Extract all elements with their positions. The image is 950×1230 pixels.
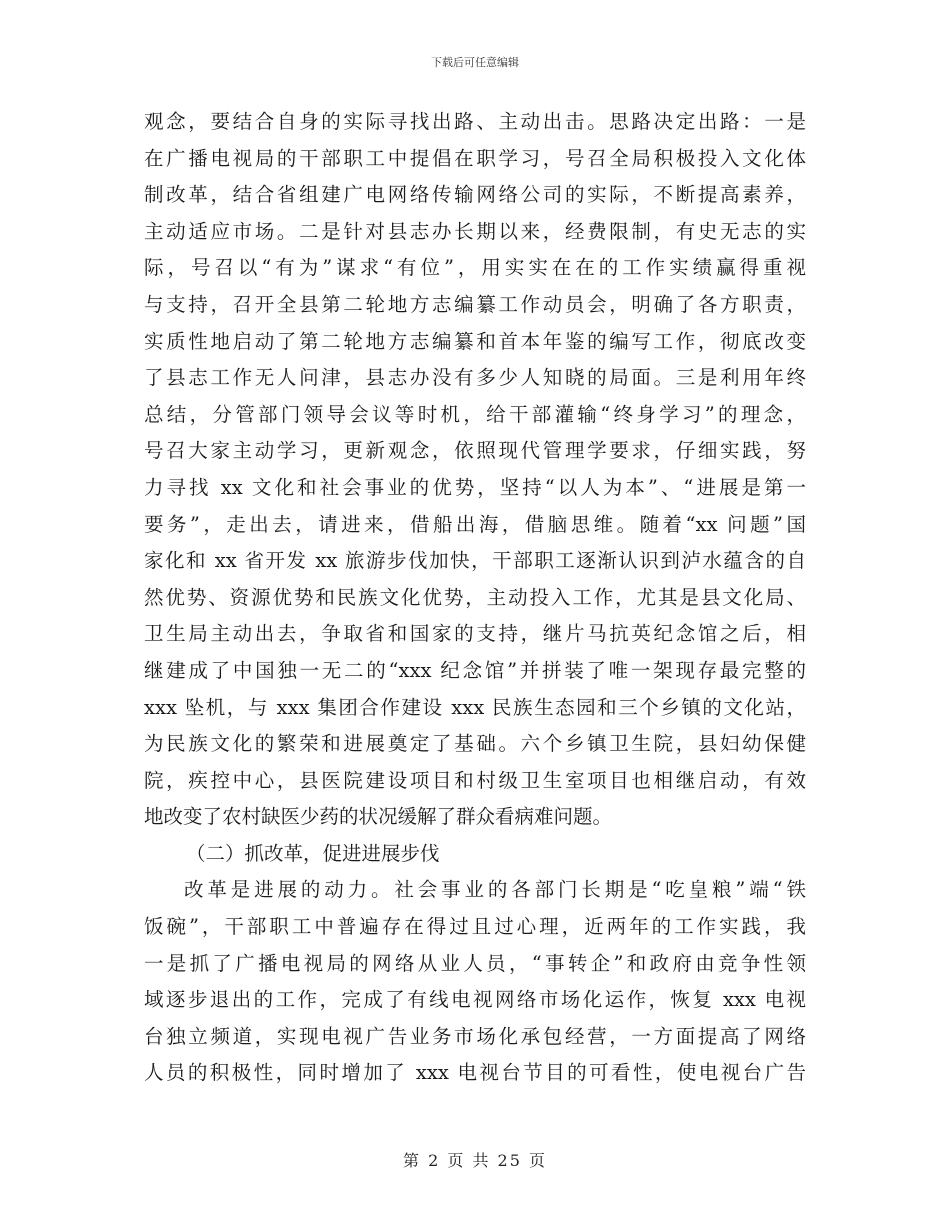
text-line: 观念，要结合自身的实际寻找出路、主动出击。思路决定出路：一是: [144, 110, 806, 133]
document-body: [144, 104, 806, 1092]
paragraph-1: [144, 104, 806, 836]
text-line: 改革是进展的动力。社会事业的各部门长期是“吃皇粮”端“铁: [184, 878, 806, 902]
text-line: 力寻找 xx 文化和社会事业的优势，坚持“以人为本”、“进展是第一: [144, 475, 806, 499]
text-line: 家化和 xx 省开发 xx 旅游步伐加快，干部职工逐渐认识到泸水蕴含的自: [144, 549, 806, 573]
text-line: 实质性地启动了第二轮地方志编纂和首本年鉴的编写工作，彻底改变: [144, 329, 806, 353]
text-line: 人员的积极性，同时增加了 xxx 电视台节目的可看性，使电视台广告: [144, 1061, 806, 1085]
text-line: 总结，分管部门领导会议等时机，给干部灌输“终身学习”的理念，: [144, 402, 806, 426]
text-line: 台独立频道，实现电视广告业务市场化承包经营，一方面提高了网络: [144, 1024, 806, 1048]
page-header: 下载后可任意编辑: [431, 56, 519, 69]
page-number-footer: 第 2 页 共 25 页: [403, 1151, 547, 1170]
section-heading: （二）抓改革，促进进展步伐: [186, 841, 440, 865]
text-line: 然优势、资源优势和民族文化优势，主动投入工作，尤其是县文化局、: [144, 585, 806, 609]
text-line: 一是抓了广播电视局的网络从业人员，“事转企”和政府由竞争性领: [144, 951, 806, 975]
text-line: xxx 坠机，与 xxx 集团合作建设 xxx 民族生态园和三个乡镇的文化站，: [144, 695, 806, 719]
text-line: 主动适应市场。二是针对县志办长期以来，经费限制，有史无志的实: [144, 219, 806, 243]
text-line: 制改革，结合省组建广电网络传输网络公司的实际，不断提高素养，: [144, 183, 806, 207]
text-line: 院，疾控中心，县医院建设项目和村级卫生室项目也相继启动，有效: [144, 768, 806, 792]
paragraph-2: [144, 872, 806, 1092]
text-line: 在广播电视局的干部职工中提倡在职学习，号召全局积极投入文化体: [144, 146, 806, 170]
text-line: 与支持，召开全县第二轮地方志编纂工作动员会，明确了各方职责，: [144, 292, 806, 316]
text-line: 饭碗”，干部职工中普遍存在得过且过心理，近两年的工作实践，我: [144, 915, 806, 939]
text-line: 号召大家主动学习，更新观念，依照现代管理学要求，仔细实践，努: [144, 439, 806, 463]
text-line: 卫生局主动出去，争取省和国家的支持，继片马抗英纪念馆之后，相: [144, 622, 806, 646]
text-line: 地改变了农村缺医少药的状况缓解了群众看病难问题。: [144, 805, 613, 829]
text-line: 继建成了中国独一无二的“xxx 纪念馆”并拼装了唯一架现存最完整的: [144, 658, 806, 682]
text-line: 了县志工作无人问津，县志办没有多少人知晓的局面。三是利用年终: [144, 366, 806, 390]
text-line: 为民族文化的繁荣和进展奠定了基础。六个乡镇卫生院，县妇幼保健: [144, 732, 806, 756]
text-line: 际，号召以“有为”谋求“有位”，用实实在在的工作实绩赢得重视: [144, 256, 806, 280]
text-line: 域逐步退出的工作，完成了有线电视网络市场化运作，恢复 xxx 电视: [144, 988, 806, 1012]
text-line: 要务”，走出去，请进来，借船出海，借脑思维。随着“xx 问题”国: [144, 512, 806, 536]
